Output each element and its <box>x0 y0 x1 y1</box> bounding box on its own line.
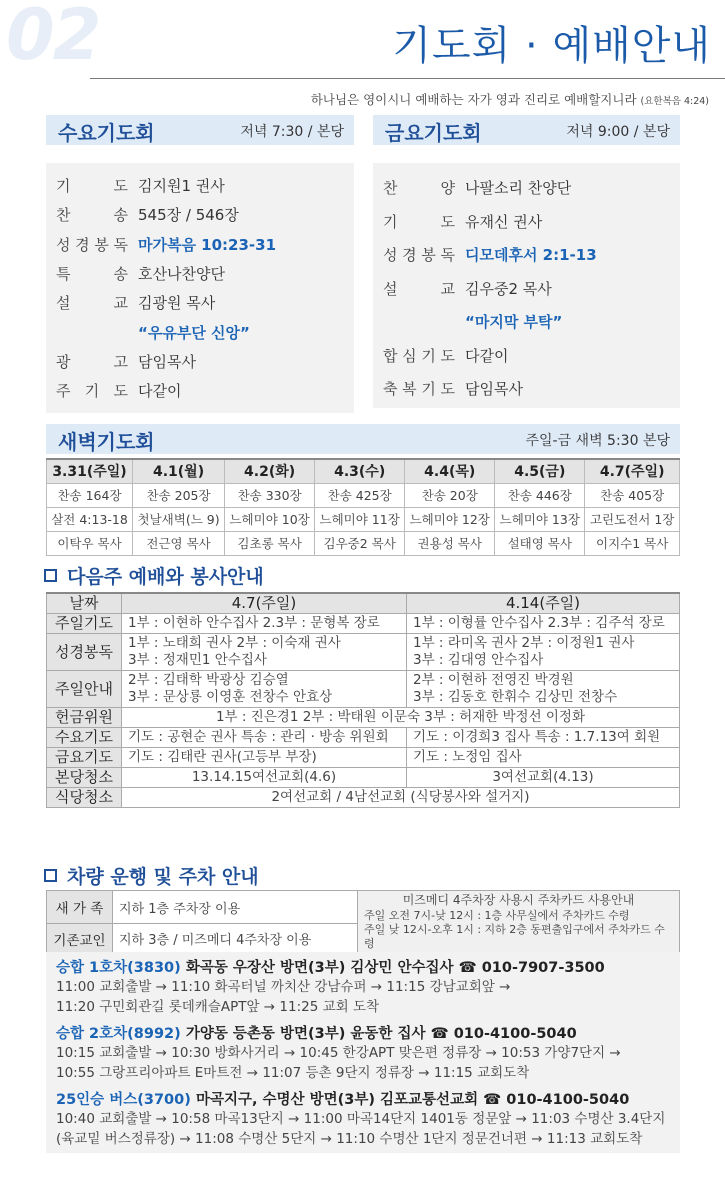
program-value: 김우중2 목사 <box>465 279 552 298</box>
label-char: 도 <box>113 177 128 195</box>
label-char: 송 <box>113 206 128 225</box>
duty-week-2: 3여선교회(4.13) <box>407 768 680 788</box>
label-char: 도 <box>440 212 455 231</box>
parking-heading: 차량 운행 및 주차 안내 <box>44 862 259 889</box>
new-family-label: 새 가 족 <box>47 891 113 924</box>
page-title: 기도회 · 예배안내 <box>392 23 711 69</box>
program-row <box>46 380 354 406</box>
wednesday-program <box>46 163 354 413</box>
duty-label: 주일안내 <box>47 671 122 708</box>
duty-week-1: 기도 : 공현순 권사 특송 : 관리 · 방송 위원회 <box>122 728 407 748</box>
label-char: 기 <box>421 346 436 365</box>
route-stops: (육교밑 버스정류장) → 11:08 수명산 5단지 → 11:10 수명산 1단지 정문건너편 → 11:13 교회도착 <box>56 1131 643 1147</box>
duty-week-2: 기도 : 이경희3 집사 특송 : 1.7.13여 회원 <box>407 728 680 748</box>
program-row <box>46 292 354 318</box>
bus-name: 25인승 버스(3700) <box>56 1092 191 1108</box>
program-label <box>56 351 128 372</box>
dawn-day: 4.5(금) <box>495 459 585 483</box>
label-char: 도 <box>113 382 128 401</box>
dawn-row <box>47 507 680 531</box>
program-value: 호산나찬양단 <box>138 264 225 283</box>
bus-route <box>46 1018 680 1087</box>
bus-route <box>46 952 680 1021</box>
label-char: 고 <box>113 352 128 371</box>
duty-week-1: 2부 : 김태학 박광상 김승열 3부 : 문상룡 이영훈 전창수 안효상 <box>122 671 407 708</box>
label-char: 도 <box>440 346 455 365</box>
dawn-hymn: 찬송 20장 <box>405 483 495 507</box>
program-label <box>56 234 128 255</box>
next-week-row <box>47 728 680 748</box>
program-row <box>46 263 354 289</box>
program-label <box>56 380 128 401</box>
route-stops: 10:55 그랑프리아파트 E마트전 → 11:07 등촌 9단지 정류장 → 11:15 교회도착 <box>56 1065 530 1081</box>
label-char: 성 <box>383 246 398 264</box>
route-stops: 11:20 구민회관길 롯데캐슬APT앞 → 11:25 교회 도착 <box>56 999 380 1015</box>
friday-time: 저녁 9:00 / 본당 <box>566 124 670 140</box>
program-row <box>373 345 680 371</box>
label-char: 설 <box>56 294 71 313</box>
program-value: “우유부단 신앙” <box>138 323 250 342</box>
program-label <box>56 204 128 225</box>
route-header <box>56 1022 670 1043</box>
program-value: 김지원1 권사 <box>138 177 225 195</box>
wednesday-time: 저녁 7:30 / 본당 <box>240 124 344 140</box>
program-label <box>383 345 455 366</box>
label-char: 합 <box>383 346 398 365</box>
label-char: 기 <box>383 212 398 231</box>
route-driver: 김포교통선교회 <box>380 1092 479 1108</box>
program-row <box>373 244 680 270</box>
dawn-preacher: 김초롱 목사 <box>225 531 315 555</box>
route-phone: ☎ 010-4100-5040 <box>483 1092 630 1108</box>
program-value: 다같이 <box>138 382 182 401</box>
existing-member-parking: 지하 3층 / 미즈메디 4주차장 이용 <box>113 924 358 954</box>
program-value: 마가복음 10:23-31 <box>138 235 277 254</box>
duty-label: 헌금위원 <box>47 708 122 728</box>
existing-member-label: 기존교인 <box>47 924 113 954</box>
duty-label: 주일기도 <box>47 614 122 634</box>
duty-week-1: 13.14.15여선교회(4.6) <box>122 768 407 788</box>
dawn-day: 4.3(수) <box>315 459 405 483</box>
date-column-label: 날짜 <box>47 593 122 614</box>
label-char: 봉 <box>94 235 109 254</box>
next-week-row <box>47 748 680 768</box>
label-char: 성 <box>56 235 71 254</box>
label-char: 교 <box>440 279 455 298</box>
dawn-hymn: 찬송 164장 <box>47 483 133 507</box>
parking-card-info: 미즈메디 4주차장 사용시 주차카드 사용안내 주일 오전 7시-낮 12시 : 1층 사무실에서 주차카드 수령 주일 낮 12시-오후 1시 : 지하 2층 동편출입구에서 주차카드 수령 <box>358 891 680 954</box>
dawn-heading <box>46 424 680 454</box>
next-week-heading: 다음주 예배와 봉사안내 <box>44 562 264 589</box>
program-value: 디모데후서 2:1-13 <box>465 246 597 264</box>
label-char: 독 <box>440 246 455 264</box>
dawn-preacher: 김우중2 목사 <box>315 531 405 555</box>
page-header <box>0 0 725 107</box>
program-value: 김광원 목사 <box>138 294 216 313</box>
dawn-title: 새벽기도회 <box>58 430 155 454</box>
label-char: 송 <box>113 264 128 283</box>
duty-label: 금요기도 <box>47 748 122 768</box>
label-char: 주 <box>56 382 71 401</box>
program-row <box>46 234 354 260</box>
label-char: 교 <box>113 294 128 313</box>
wednesday-title: 수요기도회 <box>58 121 155 145</box>
program-label <box>56 292 128 313</box>
program-row <box>373 211 680 237</box>
program-row <box>373 177 680 203</box>
dawn-scripture: 살전 4:13-18 <box>47 507 133 531</box>
label-char: 설 <box>383 279 398 298</box>
dawn-hymn: 찬송 205장 <box>133 483 225 507</box>
program-label <box>383 378 455 399</box>
program-value: 담임목사 <box>465 380 523 398</box>
label-char: 독 <box>113 235 128 254</box>
program-row <box>373 378 680 404</box>
label-char: 복 <box>402 380 417 398</box>
friday-heading <box>373 115 680 145</box>
friday-title: 금요기도회 <box>385 121 482 145</box>
label-char: 찬 <box>383 179 398 197</box>
label-char: 양 <box>440 179 455 197</box>
dawn-row <box>47 459 680 483</box>
program-row <box>46 322 354 348</box>
program-label <box>383 177 455 198</box>
label-char: 광 <box>56 352 71 371</box>
route-header <box>56 1088 670 1109</box>
route-phone: ☎ 010-4100-5040 <box>430 1026 577 1042</box>
next-week-row <box>47 768 680 788</box>
divider <box>90 78 725 79</box>
scripture-verse: 하나님은 영이시니 예배하는 자가 영과 진리로 예배할지니라 (요한복음 4:24) <box>310 92 709 107</box>
dawn-day: 4.4(목) <box>405 459 495 483</box>
duty-week-2: 기도 : 노정임 집사 <box>407 748 680 768</box>
duty-label: 본당청소 <box>47 768 122 788</box>
dawn-preacher: 설태영 목사 <box>495 531 585 555</box>
page-number: 02 <box>6 0 100 76</box>
route-area: 가양동 등촌동 방면(3부) <box>185 1026 346 1042</box>
program-label <box>383 278 455 299</box>
program-row <box>46 175 354 201</box>
label-char: 봉 <box>421 246 436 264</box>
program-value: 545장 / 546장 <box>138 206 239 225</box>
dawn-preacher: 권용성 목사 <box>405 531 495 555</box>
bus-route <box>46 1084 680 1153</box>
program-row <box>373 278 680 304</box>
program-row <box>46 204 354 230</box>
bus-name: 승합 1호차(3830) <box>56 960 181 976</box>
route-stops: 10:40 교회출발 → 10:58 마곡13단지 → 11:00 마곡14단지 1401동 정문앞 → 11:03 수명산 3.4단지 <box>56 1111 666 1127</box>
label-char: 기 <box>56 177 71 195</box>
program-value: 다같이 <box>465 346 509 365</box>
duty-both: 1부 : 진은경1 2부 : 박태원 이문숙 3부 : 허재한 박정선 이정화 <box>122 708 680 728</box>
dawn-preacher: 이탁우 목사 <box>47 531 133 555</box>
duty-both: 2여선교회 / 4남선교회 (식당봉사와 설거지) <box>122 788 680 808</box>
program-label <box>56 175 128 196</box>
dawn-preacher: 이지수1 목사 <box>585 531 680 555</box>
program-value: 담임목사 <box>138 352 196 371</box>
dawn-hymn: 찬송 425장 <box>315 483 405 507</box>
label-char: 축 <box>383 380 398 398</box>
parking-table <box>46 890 680 954</box>
label-char: 경 <box>75 235 90 254</box>
bus-name: 승합 2호차(8992) <box>56 1026 181 1042</box>
duty-week-2: 2부 : 이현하 전영진 박경원 3부 : 김동호 한휘수 김상민 전창수 <box>407 671 680 708</box>
route-phone: ☎ 010-7907-3500 <box>458 960 605 976</box>
next-week-table <box>46 592 680 808</box>
dawn-scripture: 느헤미야 10장 <box>225 507 315 531</box>
duty-label: 수요기도 <box>47 728 122 748</box>
date-2: 4.14(주일) <box>407 593 680 614</box>
program-value: 나팔소리 찬양단 <box>465 179 572 197</box>
next-week-row <box>47 614 680 634</box>
route-driver: 윤동한 집사 <box>350 1026 426 1042</box>
program-label <box>383 244 455 265</box>
route-driver: 김상민 안수집사 <box>350 960 454 976</box>
duty-label: 성경봉독 <box>47 634 122 671</box>
next-week-header-row <box>47 593 680 614</box>
dawn-day: 4.7(주일) <box>585 459 680 483</box>
duty-label: 식당청소 <box>47 788 122 808</box>
dawn-scripture: 느헤미야 12장 <box>405 507 495 531</box>
label-char: 기 <box>421 380 436 398</box>
route-area: 화곡동 우장산 방면(3부) <box>185 960 346 976</box>
label-char: 심 <box>402 346 417 365</box>
dawn-scripture: 느헤미야 11장 <box>315 507 405 531</box>
route-header <box>56 956 670 977</box>
dawn-scripture: 느헤미야 13장 <box>495 507 585 531</box>
duty-week-1: 기도 : 김태란 권사(고등부 부장) <box>122 748 407 768</box>
route-stops: 10:15 교회출발 → 10:30 방화사거리 → 10:45 한강APT 맞은편 정류장 → 10:53 가양7단지 → <box>56 1045 621 1061</box>
program-label <box>56 263 128 284</box>
label-char: 특 <box>56 264 71 283</box>
dawn-day: 4.1(월) <box>133 459 225 483</box>
dawn-time: 주일-금 새벽 5:30 본당 <box>525 433 670 449</box>
dawn-scripture: 고린도전서 1장 <box>585 507 680 531</box>
route-area: 마곡지구, 수명산 방면(3부) <box>195 1092 375 1108</box>
next-week-row <box>47 634 680 671</box>
dawn-schedule-table <box>46 458 680 556</box>
dawn-day: 4.2(화) <box>225 459 315 483</box>
route-stops: 11:00 교회출발 → 11:10 화곡터널 까치산 강남슈퍼 → 11:15 강남교회앞 → <box>56 979 511 995</box>
square-icon <box>44 869 57 882</box>
next-week-row <box>47 671 680 708</box>
next-week-row <box>47 788 680 808</box>
label-char: 기 <box>84 382 100 401</box>
program-row <box>373 311 680 337</box>
label-char: 찬 <box>56 206 71 225</box>
dawn-hymn: 찬송 405장 <box>585 483 680 507</box>
program-label <box>383 211 455 232</box>
dawn-hymn: 찬송 330장 <box>225 483 315 507</box>
program-value: 유재신 권사 <box>465 212 543 231</box>
date-1: 4.7(주일) <box>122 593 407 614</box>
duty-week-2: 1부 : 라미옥 권사 2부 : 이정원1 권사 3부 : 김대영 안수집사 <box>407 634 680 671</box>
duty-week-1: 1부 : 노태희 권사 2부 : 이숙재 권사 3부 : 정재민1 안수집사 <box>122 634 407 671</box>
dawn-row <box>47 531 680 555</box>
dawn-day: 3.31(주일) <box>47 459 133 483</box>
friday-program <box>373 163 680 408</box>
program-row <box>46 351 354 377</box>
dawn-scripture: 첫날새벽(느 9) <box>133 507 225 531</box>
duty-week-2: 1부 : 이형률 안수집사 2.3부 : 김주석 장로 <box>407 614 680 634</box>
wednesday-heading <box>46 115 354 145</box>
label-char: 경 <box>402 246 417 264</box>
dawn-preacher: 전근영 목사 <box>133 531 225 555</box>
next-week-row <box>47 708 680 728</box>
square-icon <box>44 569 57 582</box>
program-value: “마지막 부탁” <box>465 313 563 331</box>
label-char: 도 <box>440 380 455 398</box>
dawn-hymn: 찬송 446장 <box>495 483 585 507</box>
duty-week-1: 1부 : 이현하 안수집사 2.3부 : 문형복 장로 <box>122 614 407 634</box>
new-family-parking: 지하 1층 주차장 이용 <box>113 891 358 924</box>
dawn-row <box>47 483 680 507</box>
